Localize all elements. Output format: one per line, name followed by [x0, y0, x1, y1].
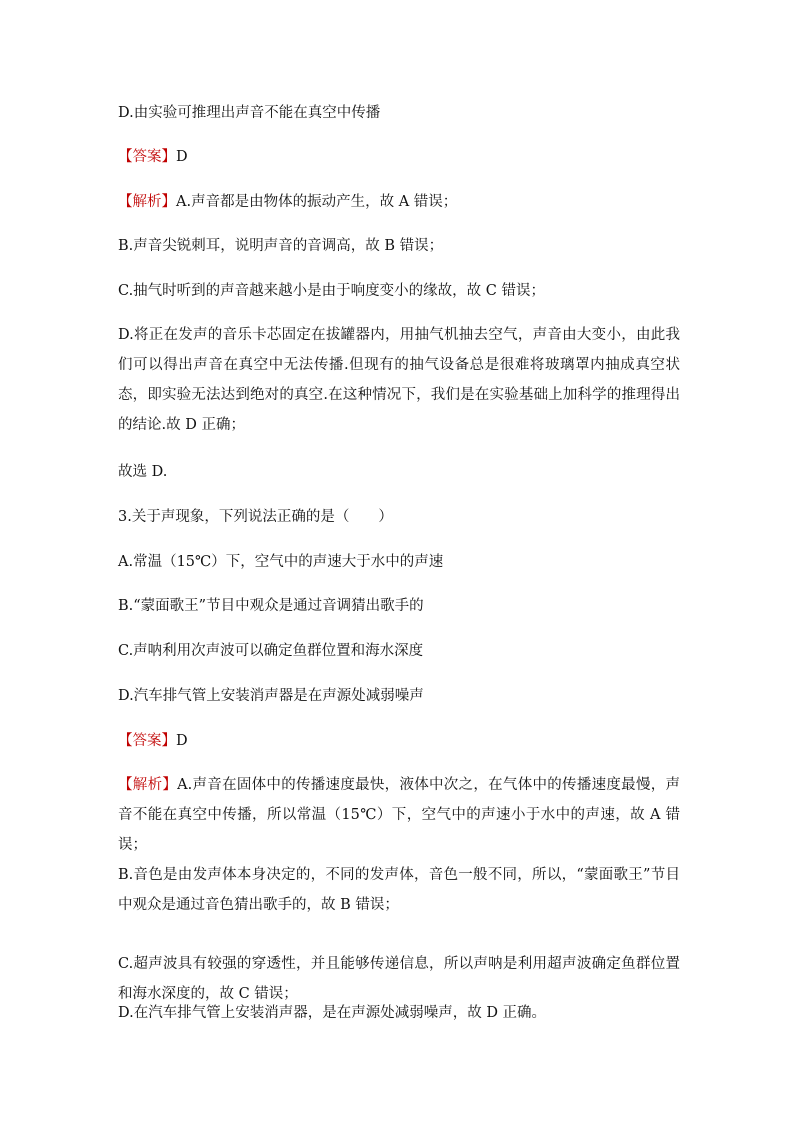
q2-conclusion: 故选 D.: [118, 464, 168, 480]
q3-analysis-a: [118, 770, 680, 860]
q2-answer-tag: 【答案】: [118, 149, 176, 165]
q2-option-d: D.由实验可推理出声音不能在真空中传播: [118, 105, 381, 121]
q2-analysis-tag: 【解析】: [118, 194, 176, 210]
q3-analysis-b: B.音色是由发声体本身决定的，不同的发声体，音色一般不同，所以，“蒙面歌王”节目中观众是通过音色猜出歌手的，故 B 错误；: [118, 867, 680, 913]
q3-analysis-tag: 【解析】: [118, 777, 178, 793]
q3-analysis-c: C.超声波具有较强的穿透性，并且能够传递信息，所以声呐是利用超声波确定鱼群位置和海水深度的，故 C 错误；: [118, 956, 680, 1002]
q3-option-a: A.常温（15℃）下，空气中的声速大于水中的声速: [118, 554, 444, 570]
q3-stem: 3.关于声现象，下列说法正确的是（ ）: [118, 509, 393, 525]
q2-answer: [118, 147, 678, 167]
q3-option-d: D.汽车排气管上安装消声器是在声源处减弱噪声: [118, 688, 424, 704]
q2-analysis-b: B.声音尖锐刺耳，说明声音的音调高，故 B 错误；: [118, 238, 444, 254]
q3-answer-tag: 【答案】: [118, 733, 176, 749]
q3-answer-value: D: [176, 733, 188, 749]
q3-option-c: C.声呐利用次声波可以确定鱼群位置和海水深度: [118, 643, 424, 659]
q2-analysis-a-text: A.声音都是由物体的振动产生，故 A 错误；: [176, 194, 458, 210]
q3-option-b: B.“蒙面歌王”节目中观众是通过音调猜出歌手的: [118, 598, 424, 614]
q2-analysis-d: D.将正在发声的音乐卡芯固定在拔罐器内，用抽气机抽去空气，声音由大变小，由此我们可以得出声音在真空中无法传播.但现有的抽气设备总是很难将玻璃罩内抽成真空状态，即实验无法达到绝对的真空.在这种情况下，我们是在实验基础上加科学的推理得出的结论.故 D 正确；: [118, 327, 680, 433]
q2-answer-value: D: [176, 149, 188, 165]
q2-analysis-c: C.抽气时听到的声音越来越小是由于响度变小的缘故，故 C 错误；: [118, 283, 545, 299]
q3-answer: [118, 731, 678, 751]
q3-analysis-a-text: A.声音在固体中的传播速度最快，液体中次之，在气体中的传播速度最慢，声音不能在真空中传播，所以常温（15℃）下，空气中的声速小于水中的声速，故 A 错误；: [118, 777, 681, 853]
q2-analysis-a: [118, 192, 678, 212]
q3-analysis-d: D.在汽车排气管上安装消声器，是在声源处减弱噪声，故 D 正确。: [118, 1005, 547, 1021]
